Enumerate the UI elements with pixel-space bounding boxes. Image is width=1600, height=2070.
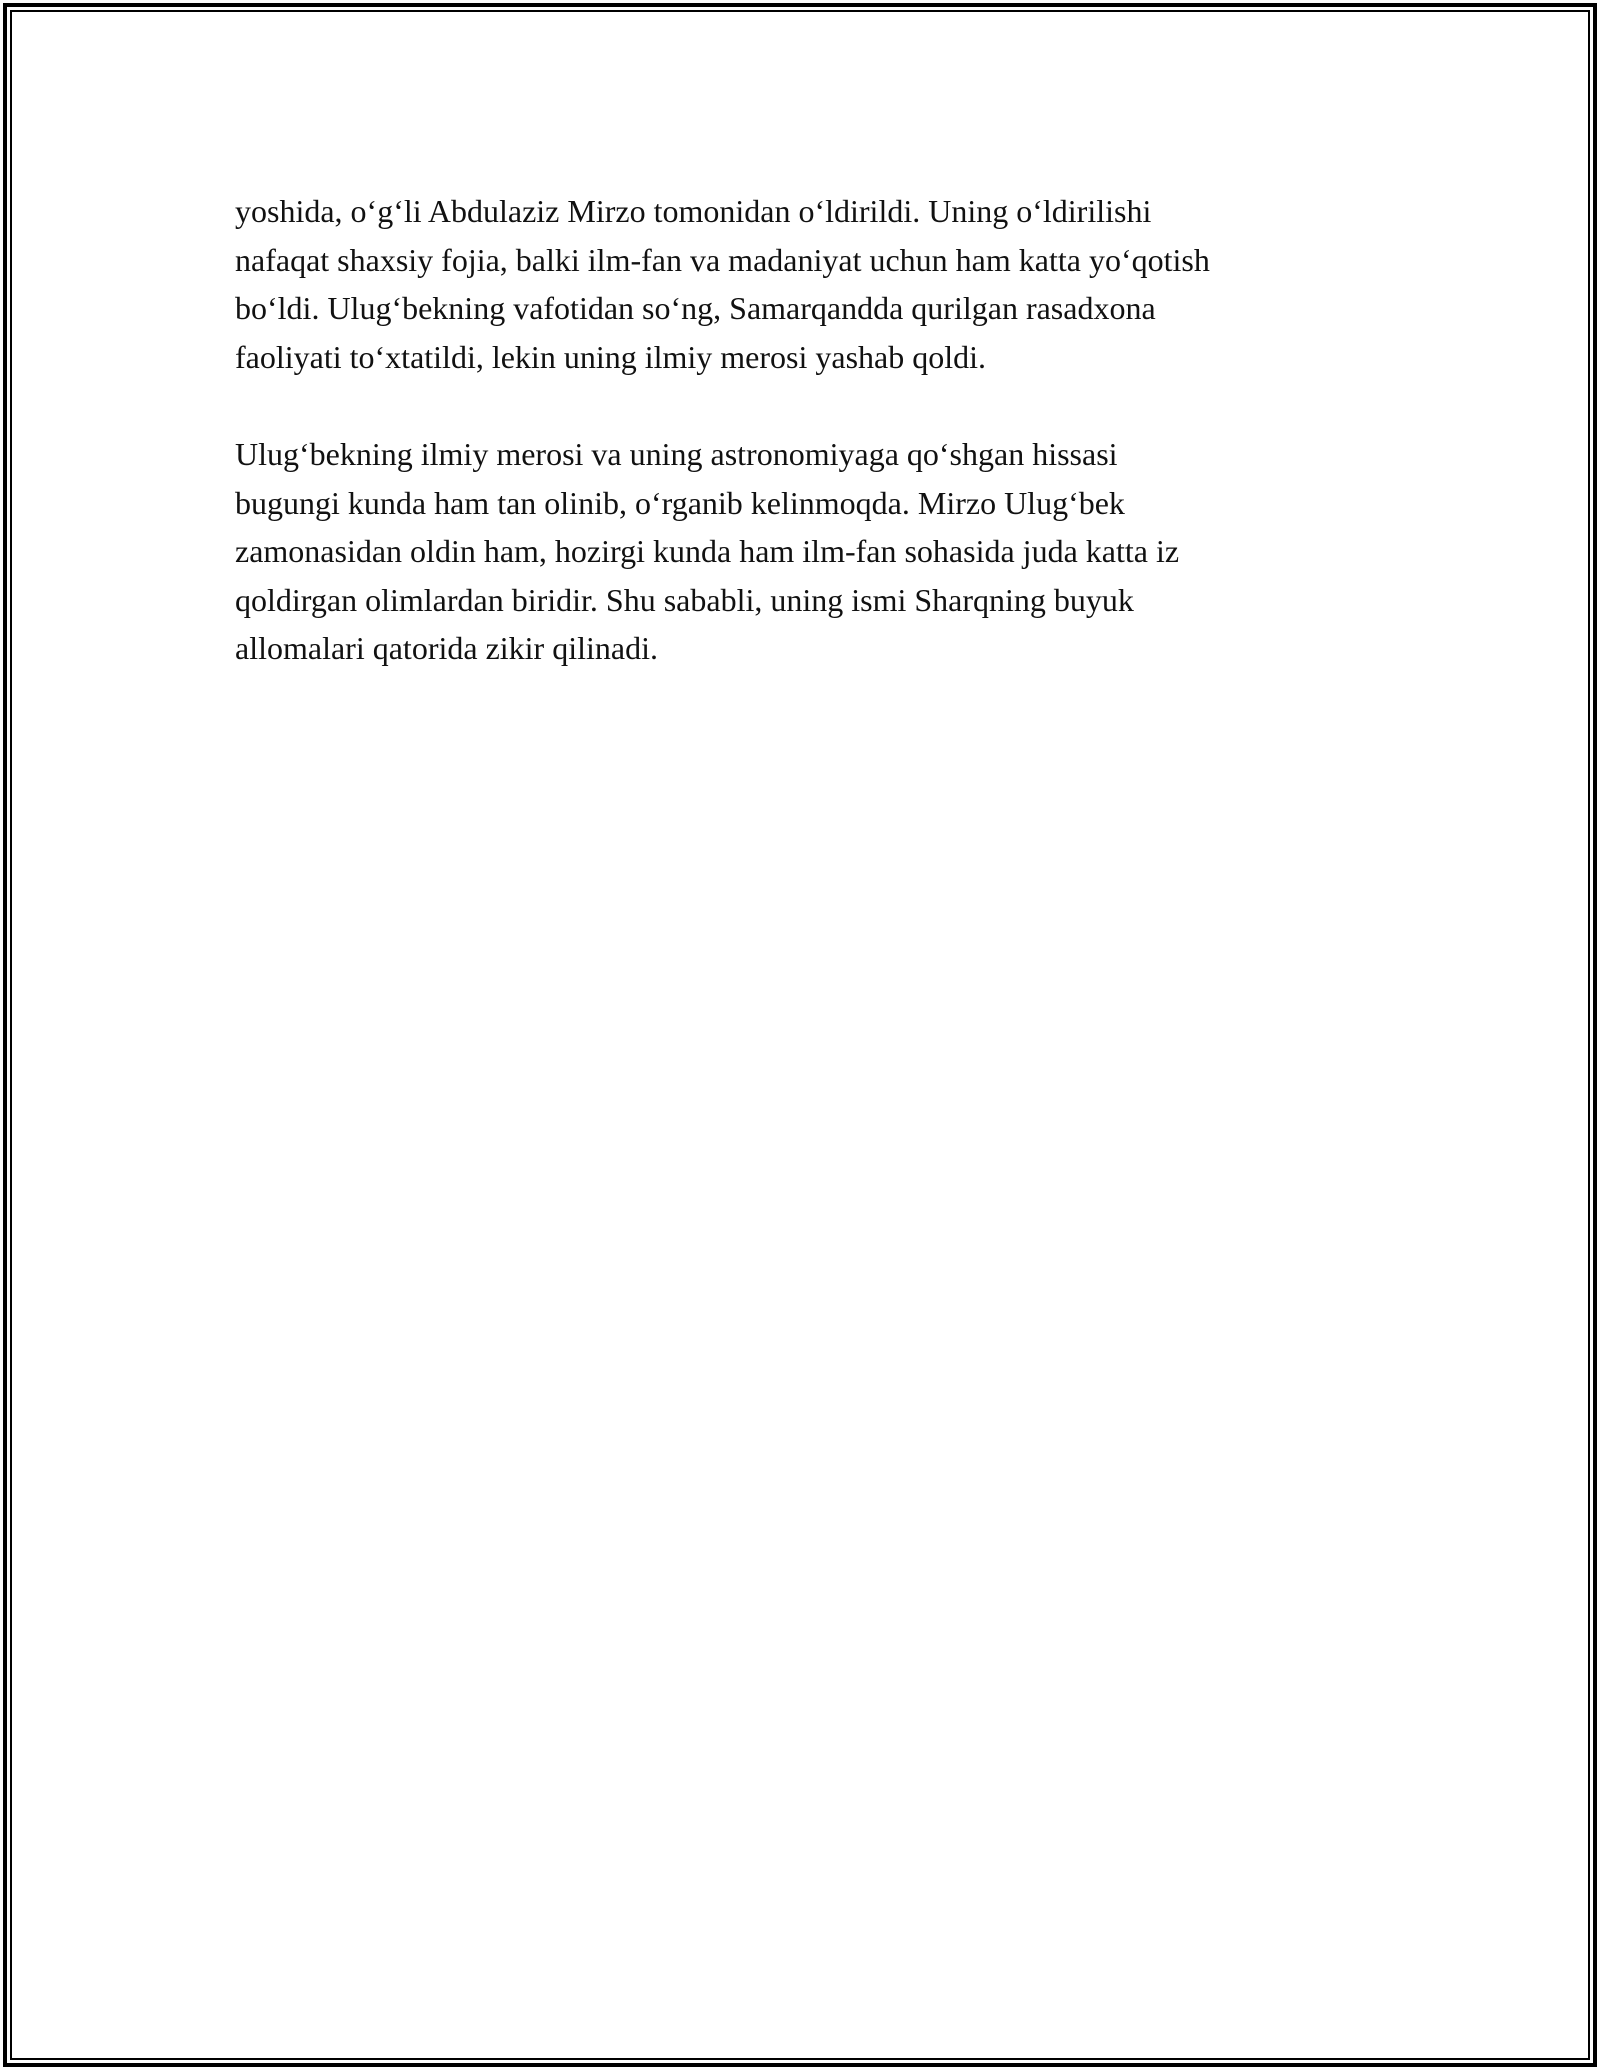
paragraph-2: Ulug‘bekning ilmiy merosi va uning astronomiyaga qo‘shgan hissasi bugungi kunda ham tan olinib, o‘rganib kelinmoqda. Mirzo Ulug‘bek zamonasidan oldin ham, hozirgi kunda ham ilm-fan sohasida juda katta iz qoldirgan olimlardan biridir. Shu sababli, uning ismi Sharqning buyuk allomalari qatorida zikir qilinadi. <box>235 436 1180 666</box>
paragraph-1: yoshida, o‘g‘li Abdulaziz Mirzo tomonidan o‘ldirildi. Uning o‘ldirilishi nafaqat shaxsiy fojia, balki ilm-fan va madaniyat uchun ham katta yo‘qotish bo‘ldi. Ulug‘bekning vafotidan so‘ng, Samarqandda qurilgan rasadxona faoliyati to‘xtatildi, lekin uning ilmiy merosi yashab qoldi. <box>235 193 1210 375</box>
document-body <box>235 187 1365 673</box>
